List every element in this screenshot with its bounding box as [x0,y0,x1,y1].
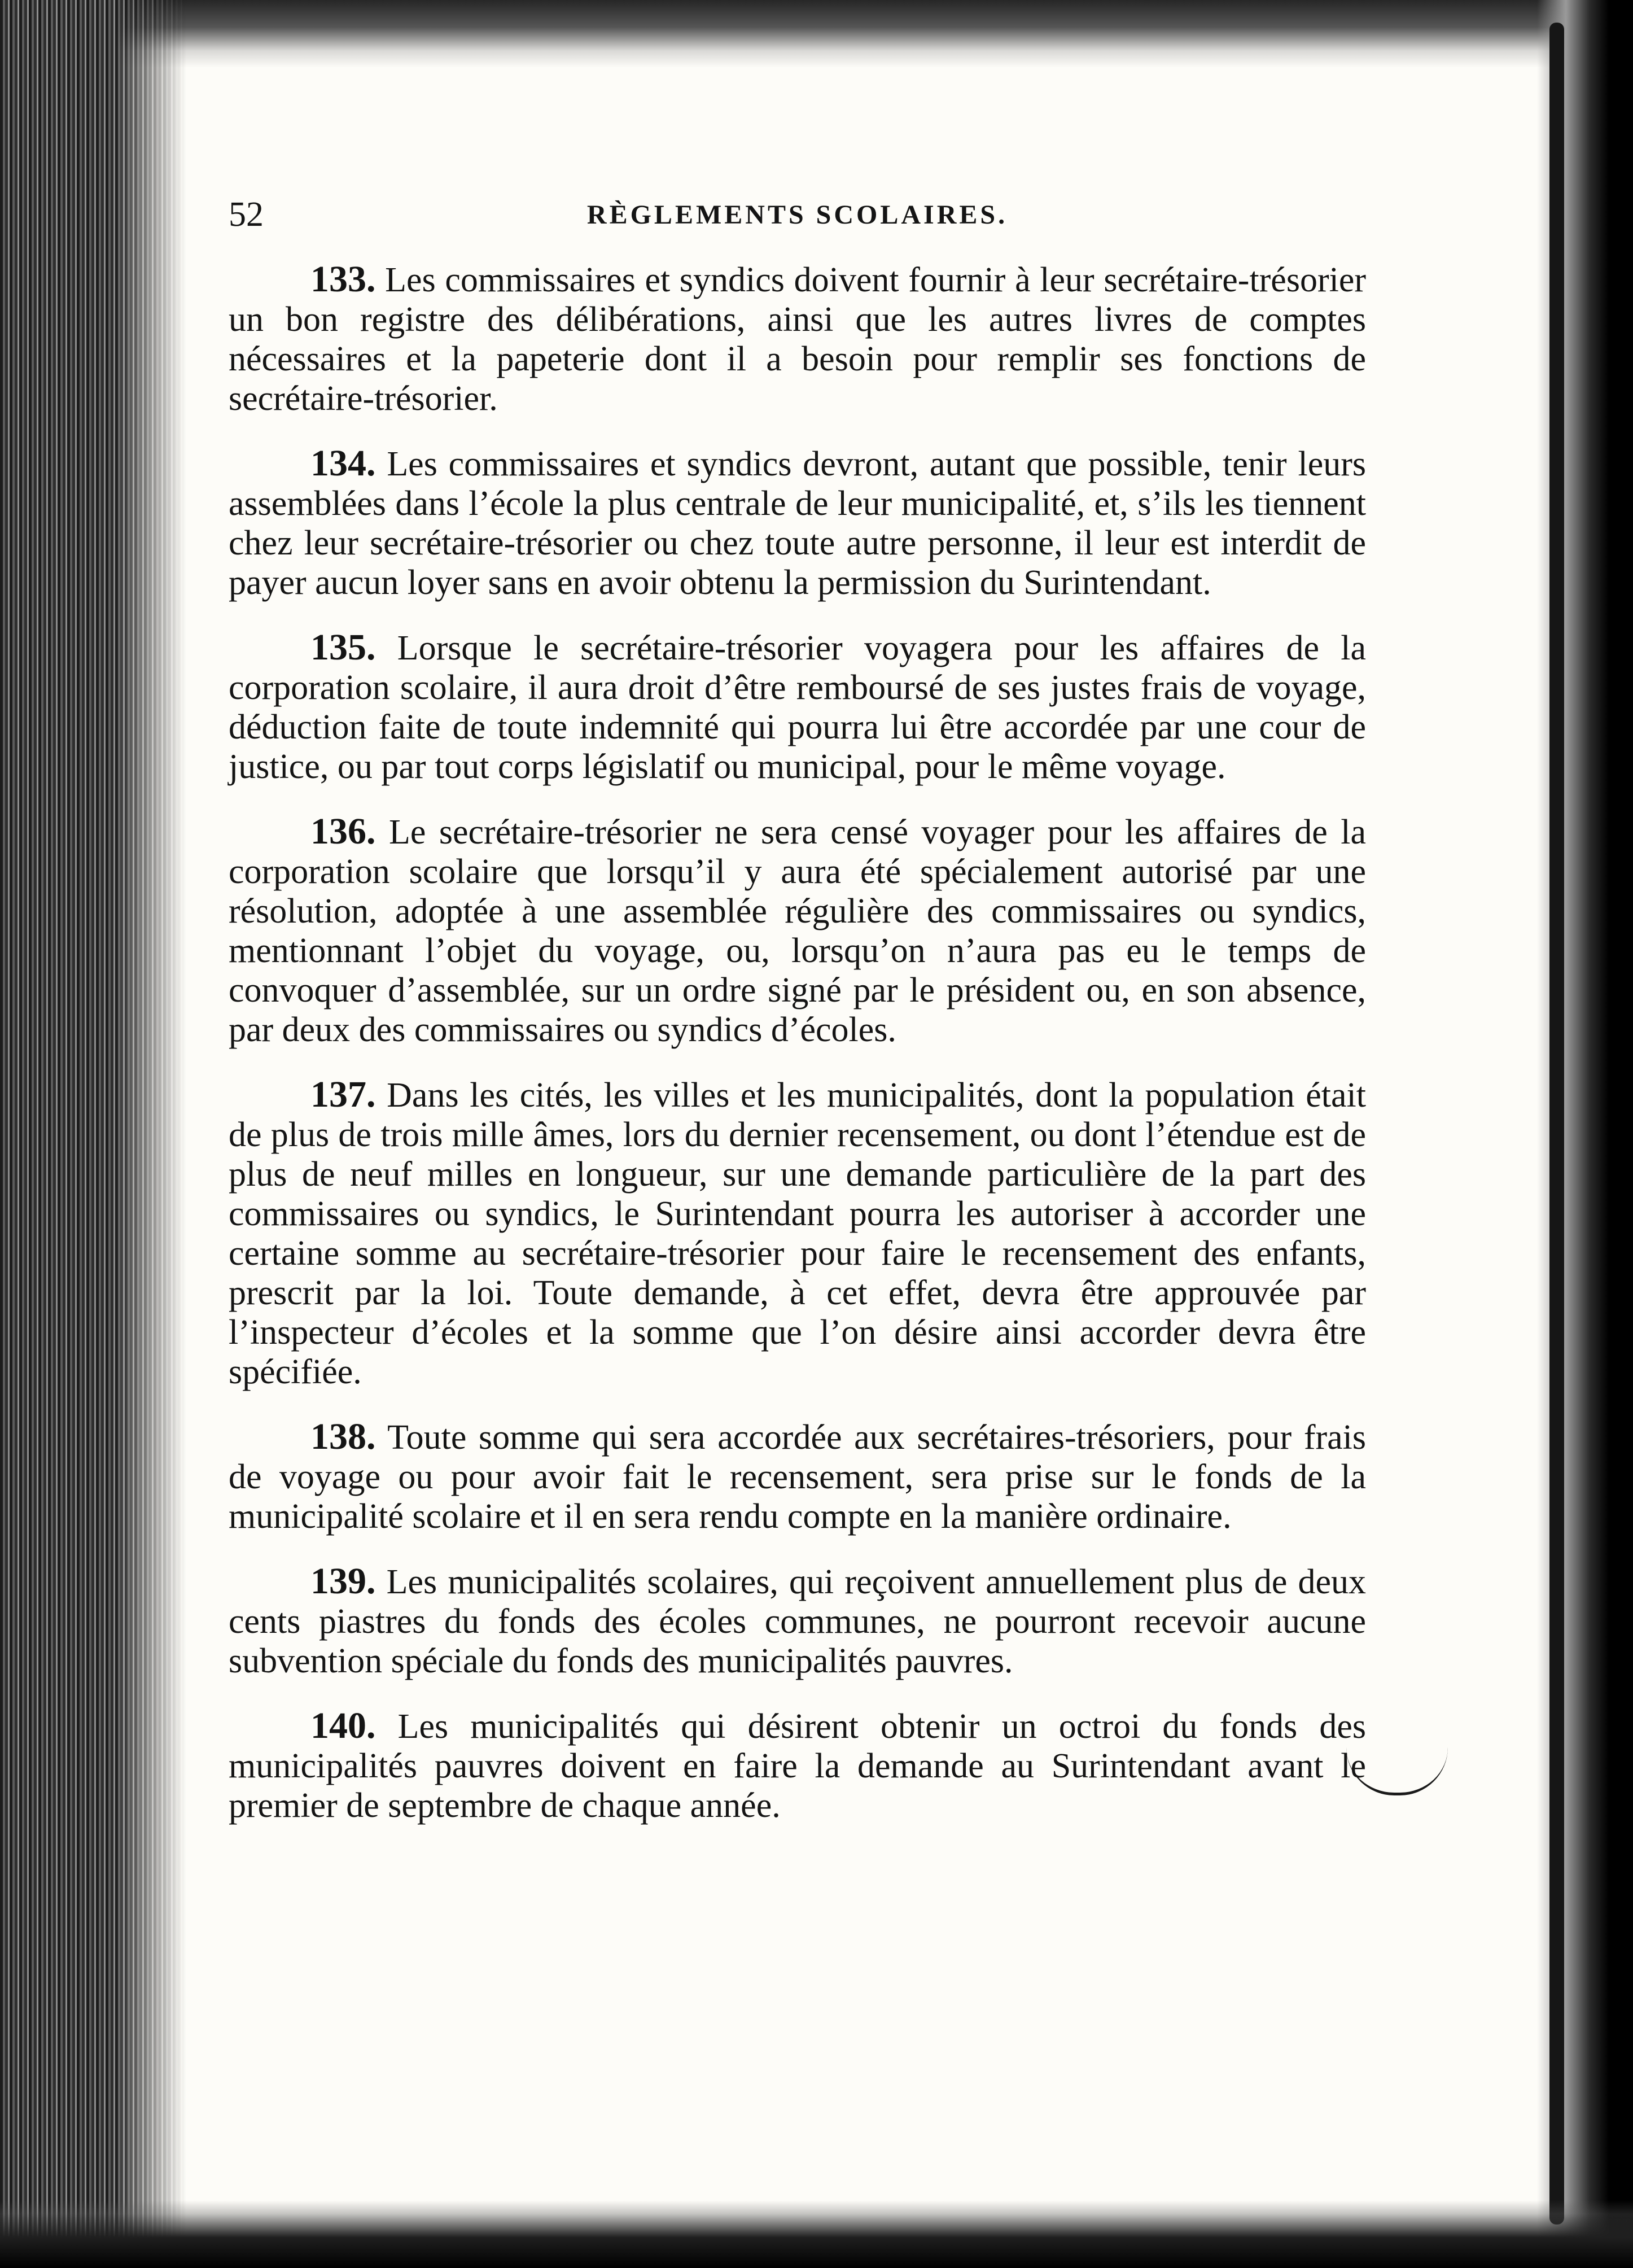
article-text: Dans les cités, les villes et les municipalités, dont la population était de plus de trois mille âmes, lors du dernier recensement, ou dont l’étendue est de plus de neuf milles en longueur, sur une demande particulière de la part des commissaires ou syndics, le Surintendant pourra les autoriser à accorder une certaine somme au secrétaire-trésorier pour faire le recensement des enfants, prescrit par la loi. Toute demande, à cet effet, devra être approuvée par l’inspecteur d’écoles et la somme que l’on désire ainsi accorder devra être spécifiée. [229,1076,1366,1391]
article-number: 133. [310,259,376,300]
article-number: 136. [310,811,376,852]
article-text: Lorsque le secrétaire-trésorier voyagera pour les affaires de la corporation scolaire, il aura droit d’être remboursé de ses justes frais de voyage, déduction faite de toute indemnité qui pourra lui être accordée par une cour de justice, ou par tout corps législatif ou municipal, pour le même voyage. [229,629,1366,786]
book-gutter-edge [0,0,186,2268]
scan-edge-top [0,0,1633,68]
page-binding-shadow [1549,23,1564,2225]
page-number: 52 [229,195,264,234]
article-number: 139. [310,1561,376,1602]
article-number: 135. [310,627,376,668]
article-text: Les municipalités scolaires, qui reçoivent annuellement plus de deux cents piastres du fonds des écoles communes, ne pourront recevoir aucune subvention spéciale du fonds des municipalités pauvres. [229,1563,1367,1680]
article-number: 140. [310,1705,376,1746]
page-body [229,192,1366,1851]
article-number: 138. [310,1416,376,1457]
article-139 [229,1562,1366,1681]
article-135 [229,628,1366,786]
article-text: Les commissaires et syndics devront, autant que possible, tenir leurs assemblées dans l’école la plus centrale de leur municipalité, et, s’ils les tiennent chez leur secrétaire-trésorier ou chez toute autre personne, il leur est interdit de payer aucun loyer sans en avoir obtenu la permission du Surintendant. [229,445,1367,602]
article-text: Toute somme qui sera accordée aux secrétaires-trésoriers, pour frais de voyage ou pour avoir fait le recensement, sera prise sur le fonds de la municipalité scolaire et il en sera rendu compte en la manière ordinaire. [229,1418,1366,1536]
article-136 [229,812,1366,1050]
article-137 [229,1075,1366,1392]
article-text: Les municipalités qui désirent obtenir un octroi du fonds des municipalités pauvres doivent en faire la demande au Surintendant avant le premier de septembre de chaque année. [229,1707,1367,1825]
running-head-title: RÈGLEMENTS SCOLAIRES. [586,200,1008,230]
article-number: 134. [310,443,376,484]
running-head [229,192,1366,260]
article-text: Les commissaires et syndics doivent fournir à leur secrétaire-trésorier un bon registre des délibérations, ainsi que les autres livres de comptes nécessaires et la papeterie dont il a besoin pour remplir ses fonctions de secrétaire-trésorier. [229,261,1366,418]
article-134 [229,444,1366,602]
article-138 [229,1417,1366,1536]
article-text: Le secrétaire-trésorier ne sera censé voyager pour les affaires de la corporation scolaire que lorsqu’il y aura été spécialement autorisé par une résolution, adoptée à une assemblée régulière des commissaires ou syndics, mentionnant l’objet du voyage, ou, lorsqu’on n’aura pas eu le temps de convoquer d’assemblée, sur un ordre signé par le président ou, en son absence, par deux des commissaires ou syndics d’écoles. [229,813,1367,1049]
article-number: 137. [310,1074,376,1115]
scan-edge-bottom [0,2200,1633,2268]
article-140 [229,1706,1366,1825]
article-133 [229,260,1366,418]
